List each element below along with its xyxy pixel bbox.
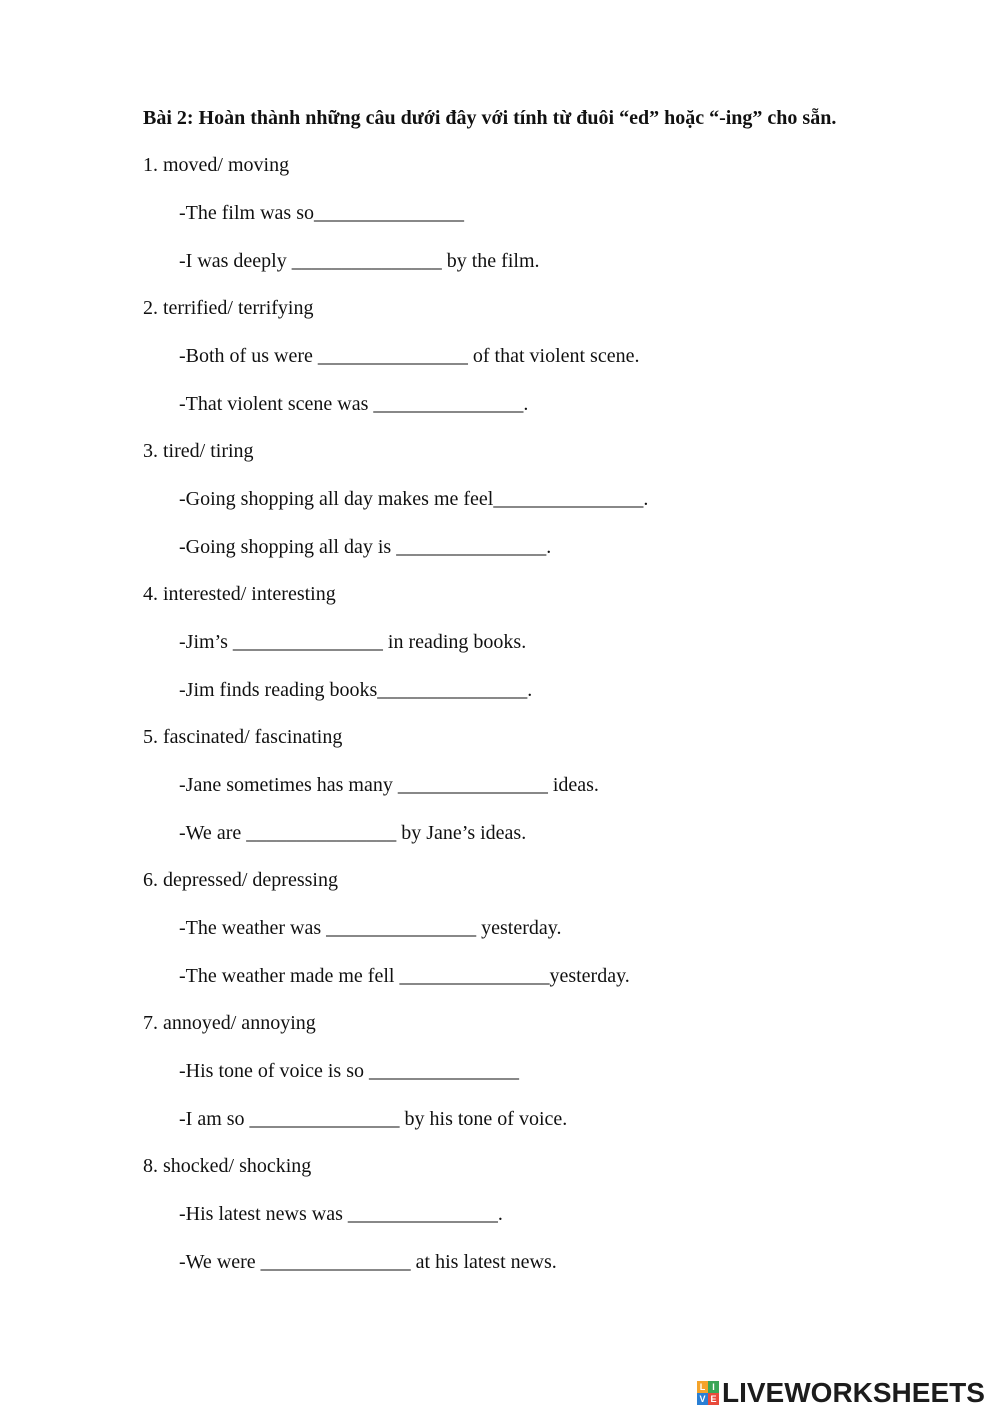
logo-text: LIVEWORKSHEETS xyxy=(722,1377,985,1408)
logo-mark-letter: V xyxy=(697,1393,708,1405)
question-heading: 8. shocked/ shocking xyxy=(143,1155,312,1177)
question-heading: 4. interested/ interesting xyxy=(143,583,336,605)
sentence: -The weather made me fell _______________yesterday. xyxy=(179,965,630,987)
logo-mark-letter: L xyxy=(697,1381,708,1393)
question-heading: 6. depressed/ depressing xyxy=(143,869,338,891)
liveworksheets-logo-icon xyxy=(697,1381,719,1405)
exercise-title: Bài 2: Hoàn thành những câu dưới đây với tính từ đuôi “ed” hoặc “-ing” cho sẵn. xyxy=(143,107,837,129)
question-heading: 2. terrified/ terrifying xyxy=(143,297,314,319)
sentence: -Jim finds reading books_______________. xyxy=(179,679,533,701)
sentence: -We were _______________ at his latest news. xyxy=(179,1251,557,1273)
sentence: -That violent scene was _______________. xyxy=(179,393,529,415)
sentence: -Going shopping all day is _______________. xyxy=(179,536,552,558)
sentence: -Jane sometimes has many _______________ ideas. xyxy=(179,774,599,796)
question-heading: 1. moved/ moving xyxy=(143,154,290,176)
question-heading: 7. annoyed/ annoying xyxy=(143,1012,316,1034)
sentence: -We are _______________ by Jane’s ideas. xyxy=(179,822,527,844)
sentence: -Jim’s _______________ in reading books. xyxy=(179,631,527,653)
liveworksheets-logo xyxy=(697,1378,985,1408)
sentence: -Both of us were _______________ of that violent scene. xyxy=(179,345,640,367)
sentence: -I was deeply _______________ by the film. xyxy=(179,250,540,272)
logo-mark-letter: E xyxy=(708,1393,719,1405)
sentence: -I am so _______________ by his tone of voice. xyxy=(179,1108,568,1130)
question-heading: 3. tired/ tiring xyxy=(143,440,254,462)
sentence: -The weather was _______________ yesterday. xyxy=(179,917,562,939)
question-heading: 5. fascinated/ fascinating xyxy=(143,726,343,748)
sentence: -His tone of voice is so _______________ xyxy=(179,1060,519,1082)
sentence: -The film was so_______________ xyxy=(179,202,464,224)
sentence: -His latest news was _______________. xyxy=(179,1203,503,1225)
sentence: -Going shopping all day makes me feel_______________. xyxy=(179,488,649,510)
logo-mark-letter: I xyxy=(708,1381,719,1393)
